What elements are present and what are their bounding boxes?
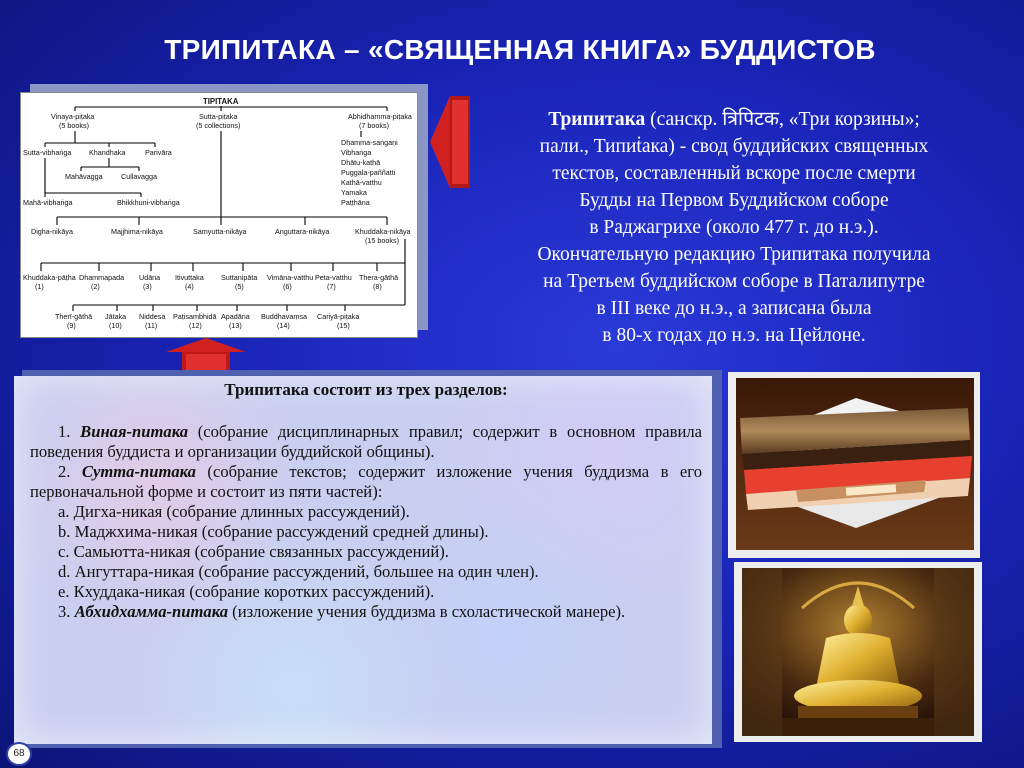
subsection-a: a. Дигха-никая (собрание длинных рассуждений).: [58, 502, 410, 521]
tree-k14-num: (14): [277, 321, 290, 330]
section-item-2: 2. Сутта-питака (собрание текстов; содержит изложение учения буддизма в его первоначальной форме и состоит из пяти частей):: [30, 462, 702, 501]
definition-line-2: текстов, составленный вскоре после смерти: [552, 163, 916, 184]
subsection-b: b. Маджхима-никая (собрание рассуждений средней длины).: [58, 522, 489, 541]
tree-k14: Buddhavaṃsa: [261, 312, 307, 321]
definition-line-7: в III веке до н.э., а записана была: [596, 298, 872, 319]
tree-k15: Cariyā-piṭaka: [317, 312, 360, 321]
tree-root: TIPITAKA: [203, 97, 239, 106]
tree-k6-num: (6): [283, 282, 292, 291]
slide-title: ТРИПИТАКА – «СВЯЩЕННАЯ КНИГА» БУДДИСТОВ: [164, 34, 876, 65]
tree-k9-num: (9): [67, 321, 76, 330]
tree-digha: Digha-nikāya: [31, 227, 73, 236]
subsection-c: c. Самьютта-никая (собрание связанных рассуждений).: [58, 542, 449, 561]
tree-k4-num: (4): [185, 282, 194, 291]
tipitaka-tree-diagram: [20, 92, 418, 338]
section-item-3: 3. Абхидхамма-питака (изложение учения буддизма в схоластической манере).: [58, 602, 626, 621]
tree-bhikkhuni-vibhanga: Bhikkhuni-vibhaṅga: [117, 198, 180, 207]
tree-abhidhamma-sub: (7 books): [359, 121, 389, 130]
tree-k6: Vimāna-vatthu: [267, 273, 314, 282]
definition-line-4: в Раджагрихе (около 477 г. до н.э.).: [589, 217, 879, 238]
tree-k8: Thera-gāthā: [359, 273, 399, 282]
tree-maha-vibhanga: Mahā-vibhaṅga: [23, 198, 73, 207]
tree-k5: Suttanipāta: [221, 273, 258, 282]
tree-cullavagga: Cullavagga: [121, 172, 157, 181]
section-item-1: 1. Виная-питака (собрание дисциплинарных правил; содержит в основном правила поведения буддиста и организации буддийской общины).: [30, 422, 703, 461]
tree-k1: Khuddaka-pāṭha: [23, 273, 76, 282]
tree-abh-3: Puggala-paññatti: [341, 168, 396, 177]
tree-k4: Itivuttaka: [175, 273, 204, 282]
tree-abh-0: Dhamma-saṅgaṇi: [341, 138, 398, 147]
tree-k11: Niddesa: [139, 312, 166, 321]
definition-line-8: в 80-х годах до н.э. на Цейлоне.: [602, 325, 866, 346]
tree-abhidhamma: Abhidhamma-piṭaka: [348, 112, 412, 121]
tree-majjhima: Majjhima-nikāya: [111, 227, 163, 236]
tree-abh-1: Vibhaṅga: [341, 148, 372, 157]
tree-k13: Apadāna: [221, 312, 250, 321]
tree-abh-5: Yamaka: [341, 188, 367, 197]
tree-khuddaka-sub: (15 books): [365, 236, 399, 245]
tree-parivara: Parivāra: [145, 148, 172, 157]
sections-panel: [14, 376, 712, 744]
tree-k2: Dhammapada: [79, 273, 125, 282]
tree-k15-num: (15): [337, 321, 350, 330]
definition-term: Трипитака: [548, 109, 646, 130]
tree-k3: Udāna: [139, 273, 161, 282]
tree-k5-num: (5): [235, 282, 244, 291]
definition-line-0: (санскр. त्रिपिटक, «Три корзины»;: [645, 109, 920, 130]
tree-k12: Paṭisambhidā: [173, 312, 217, 321]
tree-k2-num: (2): [91, 282, 100, 291]
tree-k3-num: (3): [143, 282, 152, 291]
tree-khandhaka: Khandhaka: [89, 148, 126, 157]
definition-line-5: Окончательную редакцию Трипитака получила: [537, 244, 931, 265]
tree-abh-6: Paṭṭhāna: [341, 198, 370, 207]
tree-k7: Peta-vatthu: [315, 273, 352, 282]
tree-k8-num: (8): [373, 282, 382, 291]
tree-k9: Therī-gāthā: [55, 312, 93, 321]
page-number-badge: 68: [6, 742, 32, 766]
manuscript-photo: [736, 378, 974, 550]
tree-sutta-vibhanga: Sutta-vibhaṅga: [23, 148, 72, 157]
tree-vinaya: Vinaya-piṭaka: [51, 112, 95, 121]
panel-heading: Трипитака состоит из трех разделов:: [224, 380, 508, 399]
tree-samyutta: Samyutta-nikāya: [193, 227, 247, 236]
tree-sutta: Sutta-piṭaka: [199, 112, 238, 121]
subsection-d: d. Ангуттара-никая (собрание рассуждений, большее на один член).: [58, 562, 539, 581]
tree-vinaya-sub: (5 books): [59, 121, 89, 130]
tree-k7-num: (7): [327, 282, 336, 291]
definition-line-1: пали., Типиṫака) - свод буддийских священных: [539, 136, 929, 157]
tree-k11-num: (11): [145, 321, 158, 330]
tree-sutta-sub: (5 collections): [196, 121, 241, 130]
tree-k12-num: (12): [189, 321, 202, 330]
tree-abh-4: Kathā-vatthu: [341, 178, 382, 187]
tree-anguttara: Anguttara-nikāya: [275, 227, 330, 236]
subsection-e: e. Кхуддака-никая (собрание коротких рассуждений).: [58, 582, 435, 601]
definition-line-3: Будды на Первом Буддийском соборе: [579, 190, 889, 211]
tree-k10-num: (10): [109, 321, 122, 330]
tree-khuddaka: Khuddaka-nikāya: [355, 227, 411, 236]
tree-k1-num: (1): [35, 282, 44, 291]
definition-text: [460, 106, 1008, 349]
tree-mahavagga: Mahāvagga: [65, 172, 103, 181]
definition-line-6: на Третьем буддийском соборе в Паталипутре: [543, 271, 925, 292]
tree-abh-2: Dhātu-kathā: [341, 158, 381, 167]
buddha-photo: [742, 568, 974, 736]
tree-k13-num: (13): [229, 321, 242, 330]
tree-k10: Jātaka: [105, 312, 127, 321]
